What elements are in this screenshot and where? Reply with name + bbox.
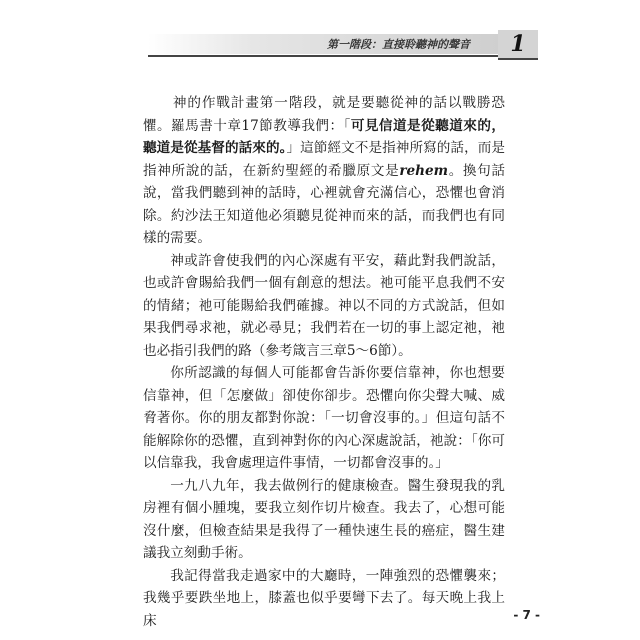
paragraph-4: 一九八九年，我去做例行的健康檢查。醫生發現我的乳房裡有個小腫塊，要我立刻作切片檢查。我去了，心想可能沒什麼，但檢查結果是我得了一種快速生長的癌症，醫生建議我立刻動手術。 <box>143 477 505 561</box>
header-rule <box>148 55 498 57</box>
paragraph-1-text-c: 」這節經文不是指神所寫的話，而是指神所說的話，在新約聖經的希臘原文是 <box>143 140 506 179</box>
page-number: - 7 - <box>513 608 540 622</box>
paragraph-1-text-e: 。換句話說，當我們聽到神的話時，心裡就會充滿信心，恐懼也會消除。約沙法王知道他必須聽見從神而來的話，而我們也有同樣的需要。 <box>143 162 506 246</box>
paragraph-5: 我記得當我走過家中的大廳時，一陣強烈的恐懼襲來；我幾乎要跌坐地上，膝蓋也似乎要彎下去了。每天晚上我上床 <box>143 567 505 629</box>
greek-term: rehem <box>399 162 449 179</box>
paragraph-3: 你所認識的每個人可能都會告訴你要信靠神，你也想要信靠神，但「怎麼做」卻使你卻步。恐懼向你尖聲大喊、威脅著你。你的朋友都對你說：「一切會沒事的。」但這句話不能解除你的恐懼，直到神對你的內心深處說話，祂說：「你可以信靠我，我會處理這件事情，一切都會沒事的。」 <box>143 365 505 471</box>
paragraph-1 <box>143 92 505 250</box>
chapter-number-badge: 1 <box>498 30 538 60</box>
paragraph-1-text-a: 神的作戰計畫第一階段，就是要聽從神的話以戰勝恐懼。羅馬書十章17節教導我們：「 <box>143 95 505 134</box>
scripture-quote: 可見信道是從聽道來的，聽道是從基督的話來的。 <box>143 117 506 156</box>
running-header-title: 第一階段：直接聆聽神的聲音 <box>327 38 470 51</box>
paragraph-2: 神或許會使我們的內心深處有平安，藉此對我們說話，也或許會賜給我們一個有創意的想法。祂可能平息我們不安的情緒；祂可能賜給我們確據。神以不同的方式說話，但如果我們尋求祂，就必尋見；我們若在一切的事上認定祂，祂也必指引我們的路（參考箴言三章5～6節）。 <box>143 252 505 359</box>
body-text <box>143 92 505 632</box>
